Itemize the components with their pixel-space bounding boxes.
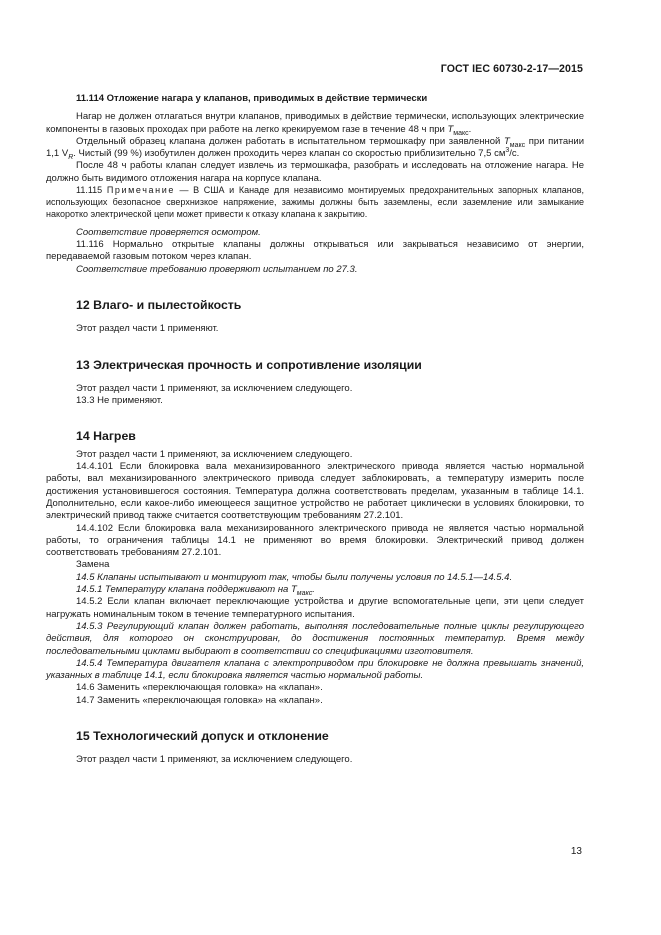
standard-header: ГОСТ IEC 60730-2-17—2015 — [440, 63, 583, 75]
paragraph-11-114-1: Нагар не должен отлагаться внутри клапанов, приводимых в действие термически, использующих электрические компоненты в газовых проходах при работе на легко крекируемом газе в течение 48 ч при $T_{макс}$. — [46, 111, 584, 137]
page-number: 13 — [570, 846, 582, 857]
paragraph-14-5-3: 14.5.3 Регулирующий клапан должен работать, выполняя последовательные полные циклы регулирующего действия, для которого он сконструирован, до достижения постоянных температур. Время между последовательными циклами выбирают в соответствии со спецификациями изготовителя. — [46, 620, 584, 657]
paragraph-11-114-2: Отдельный образец клапана должен работать в испытательном термошкафу при заявленной $T_{макс}$ при питании 1,1 $V_R$. Чистый (99 %) изобутилен должен проходить через клапан со скоростью приблизительно 7,5 $см^3/с$. — [46, 135, 584, 162]
section-13-heading: 13 Электрическая прочность и сопротивление изоляции — [76, 357, 422, 372]
note-11-115: 11.115 Примечание — В США и Канаде для независимо монтируемых предохранительных запорных клапанов, использующих безопасное сверхнизкое напряжение, зажимы должны быть заземлены, если заземление или замыкание накоротко электрической цепи может привести к отказу клапана к закрытию. — [46, 185, 584, 219]
paragraph-14-5: 14.5 Клапаны испытывают и монтируют так, чтобы были получены условия по 14.5.1—14.5.4. — [76, 571, 513, 583]
section-11-114-heading: 11.114 Отложение нагара у клапанов, приводимых в действие термически — [76, 93, 428, 104]
section-12-text: Этот раздел части 1 применяют. — [76, 323, 219, 335]
section-15-text: Этот раздел части 1 применяют, за исключением следующего. — [76, 754, 353, 766]
paragraph-11-114-3: После 48 ч работы клапан следует извлечь из термошкафа, разобрать и исследовать на отложение нагара. Не должно быть видимого отложения нагара на корпусе клапана. — [46, 160, 584, 184]
paragraph-14-4-101: 14.4.101 Если блокировка вала механизированного электрического привода является частью нормальной работы, вал механизированного электрического привода следует заблокировать, а температуру измерить после достижения установившегося состояния. Температура должна соответствовать пределам, указанным в таблице 14.1. Дополнительно, если какое-либо имеющееся защитное устройство не работает циклически в условиях блокировки, то электрический привод также считается соответствующим требованиям 27.2.101. — [46, 461, 584, 522]
compliance-11-116: Соответствие требованию проверяют испытанием по 27.3. — [76, 263, 358, 275]
section-12-heading: 12 Влаго- и пылестойкость — [76, 297, 242, 312]
paragraph-14-4-102: 14.4.102 Если блокировка вала механизированного электрического привода не является частью нормальной работы, то ограничения таблицы 14.1 не применяют во время блокировки. Электрический привод должен соответствовать требованиям 27.2.101. — [46, 522, 584, 559]
section-13-3: 13.3 Не применяют. — [76, 395, 163, 407]
paragraph-14-7: 14.7 Заменить «переключающая головка» на «клапан». — [76, 694, 323, 706]
section-15-heading: 15 Технологический допуск и отклонение — [76, 729, 329, 743]
paragraph-14-5-4: 14.5.4 Температура двигателя клапана с электроприводом при блокировке не должна превышать значений, указанных в таблице 14.1, если блокировка является частью нормальной работы. — [46, 657, 584, 682]
section-13-text: Этот раздел части 1 применяют, за исключением следующего. — [76, 382, 353, 394]
section-14-heading: 14 Нагрев — [76, 429, 136, 444]
paragraph-14-5-1: 14.5.1 Температуру клапана поддерживают на $T_{макс}$. — [76, 584, 315, 597]
paragraph-14-5-2: 14.5.2 Если клапан включает переключающие устройства и другие вспомогательные цепи, эти цепи следует нагружать номинальным током в течение температурного испытания. — [46, 596, 584, 620]
paragraph-11-116: 11.116 Нормально открытые клапаны должны открываться или закрываться независимо от энергии, передаваемой газовым потоком через клапан. — [46, 239, 584, 263]
paragraph-14-6: 14.6 Заменить «переключающая головка» на «клапан». — [76, 682, 323, 694]
compliance-11-115: Соответствие проверяется осмотром. — [76, 226, 261, 238]
page-content — [46, 93, 584, 767]
replacement-label: Замена — [76, 559, 110, 571]
section-14-text: Этот раздел части 1 применяют, за исключением следующего. — [76, 448, 353, 460]
